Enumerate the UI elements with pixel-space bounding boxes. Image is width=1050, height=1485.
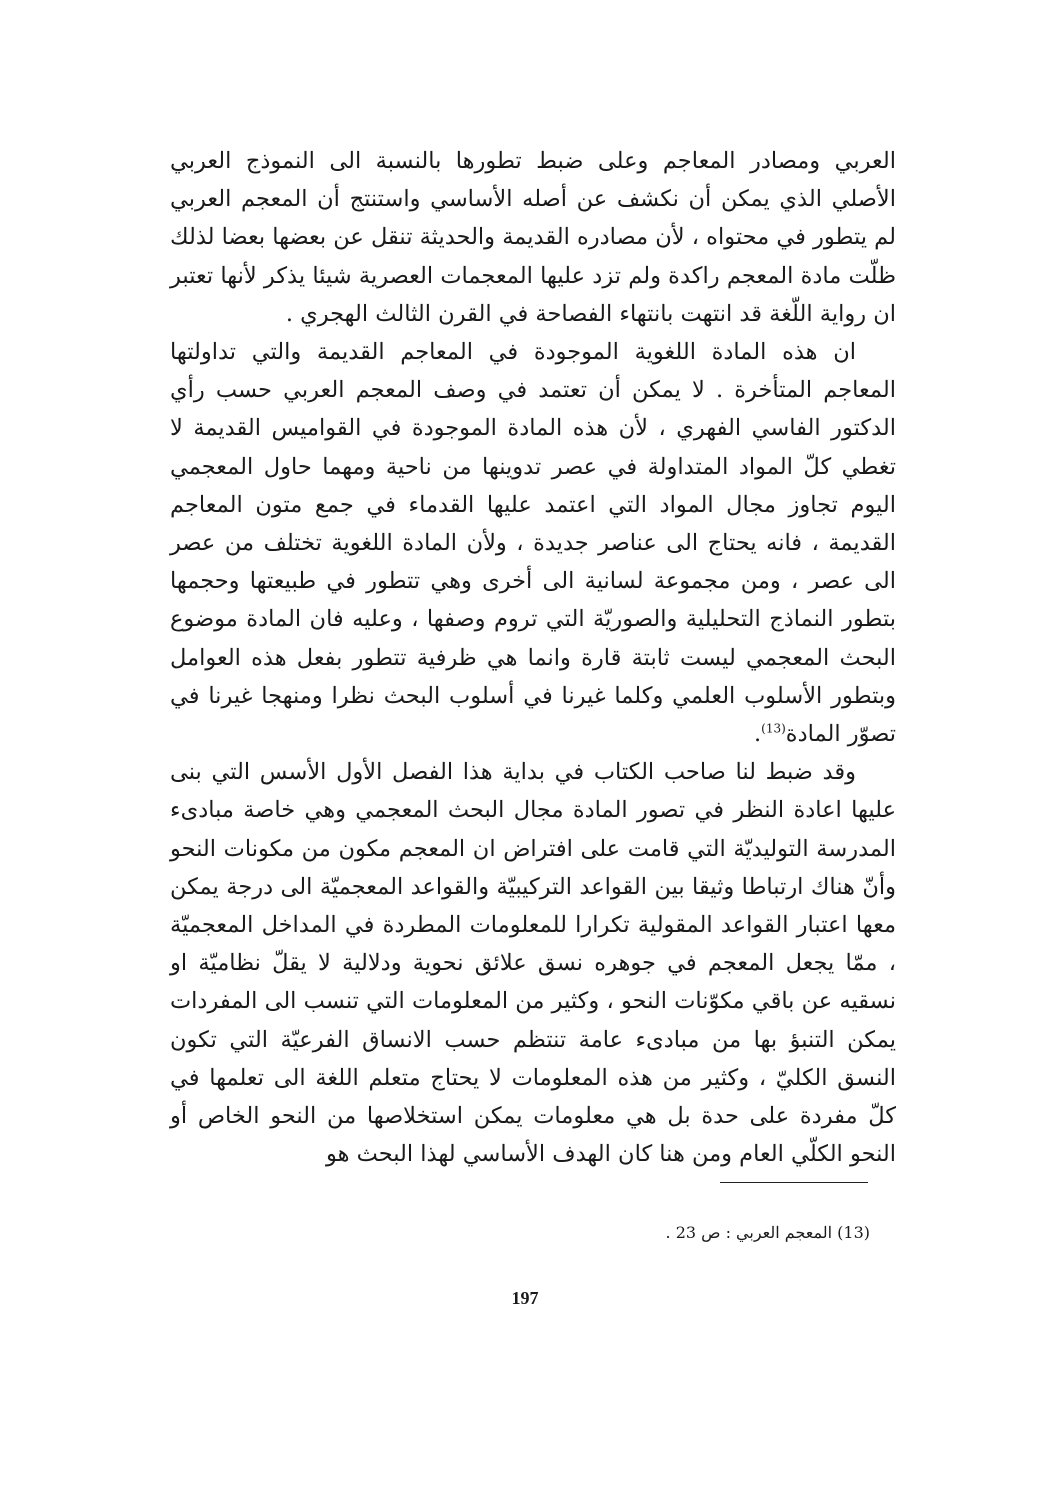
footnote-reference: (13) (761, 721, 786, 736)
paragraph-2-text: ان هذه المادة اللغوية الموجودة في المعاجم القديمة والتي تداولتها المعاجم المتأخرة . لا يمكن أن تعتمد في وصف المعجم العربي حسب رأي الدكتور الفاسي الفهري ، لأن هذه المادة الموجودة في القواميس القديمة لا تغطي كلّ المواد المتداولة في عصر تدوينها من ناحية ومهما حاول المعجمي اليوم تجاوز مجال المواد التي اعتمد عليها القدماء في جمع متون المعاجم القديمة ، فانه يحتاج الى عناصر جديدة ، ولأن المادة اللغوية تختلف من عصر الى عصر ، ومن مجموعة لسانية الى أخرى وهي تتطور في طبيعتها وحجمها بتطور النماذج التحليلية والصوريّة التي تروم وصفها ، وعليه فان المادة موضوع البحث المعجمي ليست ثابتة قارة وانما هي ظرفية تتطور بفعل هذه العوامل وبتطور الأسلوب العلمي وكلما غيرنا في أسلوب البحث نظرا ومنهجا غيرنا في تصوّر المادة (170, 339, 896, 748)
body-text (170, 142, 896, 1173)
paragraph-1-text: العربي ومصادر المعاجم وعلى ضبط تطورها بالنسبة الى النموذج العربي الأصلي الذي يمكن أن نكشف عن أصله الأساسي واستنتج أن المعجم العربي لم يتطور في محتواه ، لأن مصادره القديمة والحديثة تنقل عن بعضها بعضا لذلك ظلّت مادة المعجم راكدة ولم تزد عليها المعجمات العصرية شيئا يذكر لأنها تعتبر ان رواية اللّغة قد انتهت بانتهاء الفصاحة في القرن الثالث الهجري . (170, 148, 896, 327)
footnote-separator (720, 1182, 868, 1183)
footnote: (13) المعجم العربي : ص 23 . (665, 1223, 870, 1242)
paragraph-2-end: . (753, 721, 762, 748)
paragraph-2 (170, 333, 896, 753)
paragraph-3 (170, 753, 896, 1173)
page-number: 197 (511, 1288, 539, 1308)
paragraph-1 (170, 142, 896, 333)
paragraph-3-text: وقد ضبط لنا صاحب الكتاب في بداية هذا الفصل الأول الأسس التي بنى عليها اعادة النظر في تصور المادة مجال البحث المعجمي وهي خاصة مبادىء المدرسة التوليديّة التي قامت على افتراض ان المعجم مكون من مكونات النحو وأنّ هناك ارتباطا وثيقا بين القواعد التركيبيّة والقواعد المعجميّة الى درجة يمكن معها اعتبار القواعد المقولية تكرارا للمعلومات المطردة في المداخل المعجميّة ، ممّا يجعل المعجم في جوهره نسق علائق نحوية ودلالية لا يقلّ نظاميّة او نسقيه عن باقي مكوّنات النحو ، وكثير من المعلومات التي تنسب الى المفردات يمكن التنبؤ بها من مبادىء عامة تنتظم حسب الانساق الفرعيّة التي تكون النسق الكليّ ، وكثير من هذه المعلومات لا يحتاج متعلم اللغة الى تعلمها في كلّ مفردة على حدة بل هي معلومات يمكن استخلاصها من النحو الخاص أو النحو الكلّي العام ومن هنا كان الهدف الأساسي لهذا البحث هو (170, 759, 896, 1168)
